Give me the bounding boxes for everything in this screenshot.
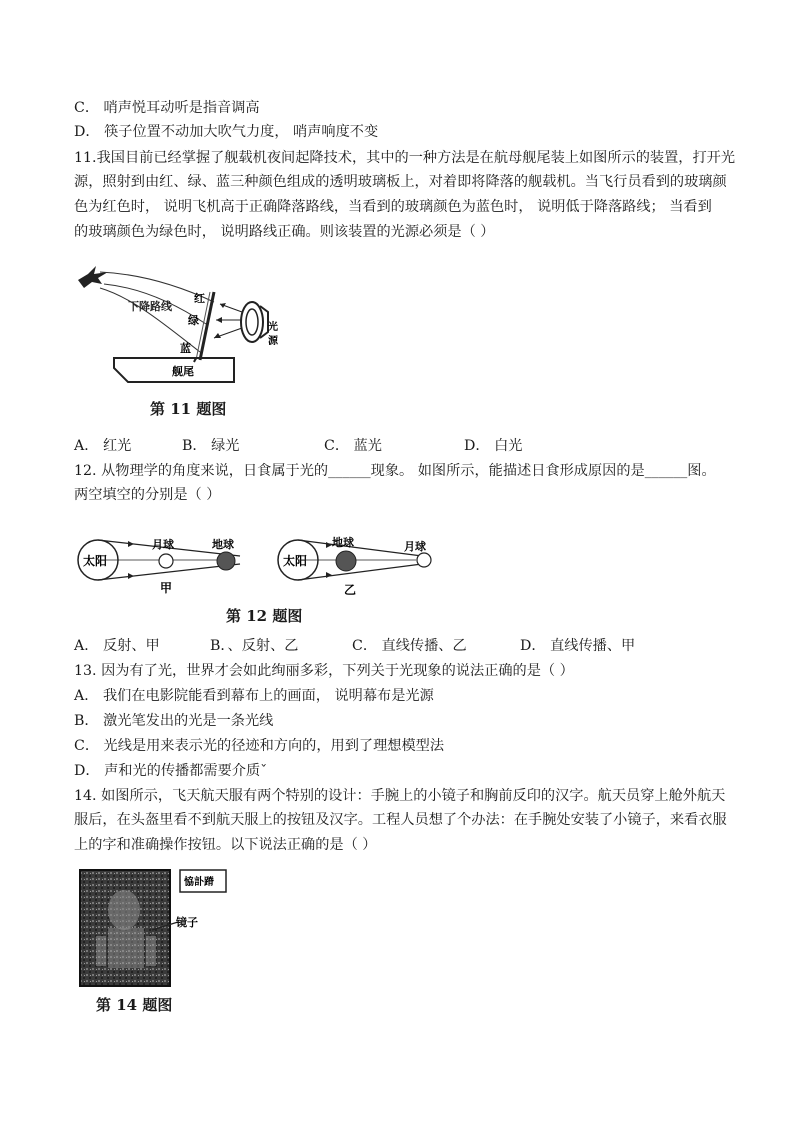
blue-label: 蓝 xyxy=(180,342,191,355)
sun-label: 太阳 xyxy=(283,554,308,568)
q11-option-d: D． 白光 xyxy=(464,438,523,454)
q12-option-a: A． 反射、甲 xyxy=(74,638,160,654)
q14-figure-caption: 第 14 题图 xyxy=(96,996,173,1014)
q13-option-b: B． 激光笔发出的光是一条光线 xyxy=(74,713,274,729)
q11-stem-line-2: 源，照射到由红、绿、蓝三种颜色组成的透明玻璃板上，对着即将降落的舰载机。当飞行员看到的玻璃颜 xyxy=(74,174,727,190)
aircraft-icon xyxy=(78,266,108,288)
q14-stem-line-1: 14. 如图所示，飞天航天服有两个特别的设计：手腕上的小镜子和胸前反印的汉字。航天员穿上舱外航天 xyxy=(74,788,726,804)
q10-option-c: C． 哨声悦耳动听是指音调高 xyxy=(74,100,260,116)
earth-icon xyxy=(336,551,356,571)
q11-figure xyxy=(74,258,278,392)
q11-stem-line-1: 11.我国目前已经掌握了舰载机夜间起降技术，其中的一种方法是在航母舰尾装上如图所示的装置，打开光 xyxy=(74,150,736,166)
moon-icon xyxy=(159,554,173,568)
q13-stem: 13. 因为有了光，世界才会如此绚丽多彩，下列关于光现象的说法正确的是（ ） xyxy=(74,663,574,679)
q11-stem-line-3: 色为红色时， 说明飞机高于正确降落路线，当看到的玻璃颜色为蓝色时， 说明低于降落路线； 当看到 xyxy=(74,199,712,215)
q12-figure-yi xyxy=(270,532,440,602)
moon-label: 月球 xyxy=(404,540,426,553)
q12-option-b: B．、反射、乙 xyxy=(210,638,299,654)
stern-label: 舰尾 xyxy=(172,365,194,378)
q11-figure-caption: 第 11 题图 xyxy=(150,400,227,418)
q12-stem-line-1: 12. 从物理学的角度来说，日食属于光的______现象。 如图所示，能描述日食形成原因的是______图。 xyxy=(74,463,716,479)
q14-stem-line-2: 服后，在头盔里看不到航天服上的按钮及汉字。工程人员想了个办法：在手腕处安装了小镜子，来看衣服 xyxy=(74,812,727,828)
red-label: 红 xyxy=(194,292,205,305)
q11-stem-line-4: 的玻璃颜色为绿色时， 说明路线正确。则该装置的光源必须是（ ） xyxy=(74,224,495,240)
earth-label: 地球 xyxy=(332,536,354,549)
q14-figure xyxy=(80,866,230,990)
q11-option-c: C． 蓝光 xyxy=(324,438,382,454)
light-source-label-1: 光 xyxy=(268,322,278,333)
q13-option-a: A． 我们在电影院能看到幕布上的画面， 说明幕布是光源 xyxy=(74,688,434,704)
earth-label: 地球 xyxy=(212,538,234,551)
q12-option-c: C． 直线传播、乙 xyxy=(352,638,467,654)
yi-label: 乙 xyxy=(344,583,357,597)
green-label: 绿 xyxy=(188,314,199,327)
q12-figure-jia xyxy=(74,532,264,596)
sun-label: 太阳 xyxy=(83,554,108,568)
light-source-label-2: 源 xyxy=(268,336,278,347)
q12-stem-line-2: 两空填空的分别是（ ） xyxy=(74,487,221,503)
sign-text: 恊訃蹐 xyxy=(184,877,214,888)
q10-option-d: D． 筷子位置不动加大吹气力度， 哨声响度不变 xyxy=(74,124,379,140)
moon-label: 月球 xyxy=(152,538,174,551)
q12-option-d: D． 直线传播、甲 xyxy=(520,638,636,654)
q11-option-b: B． 绿光 xyxy=(182,438,240,454)
q12-figure-caption: 第 12 题图 xyxy=(226,607,303,625)
mirror-label: 镜子 xyxy=(176,916,198,929)
jia-label: 甲 xyxy=(160,581,173,595)
q14-stem-line-3: 上的字和准确操作按钮。以下说法正确的是（ ） xyxy=(74,837,377,853)
light-source-icon xyxy=(241,302,263,342)
q13-option-c: C． 光线是用来表示光的径迹和方向的，用到了理想模型法 xyxy=(74,738,445,754)
earth-icon xyxy=(217,552,235,570)
moon-icon xyxy=(417,553,431,567)
q11-option-a: A． 红光 xyxy=(74,438,132,454)
descent-path-label: 下降路线 xyxy=(128,300,172,313)
q13-option-d: D． 声和光的传播都需要介质ˇ xyxy=(74,763,268,779)
